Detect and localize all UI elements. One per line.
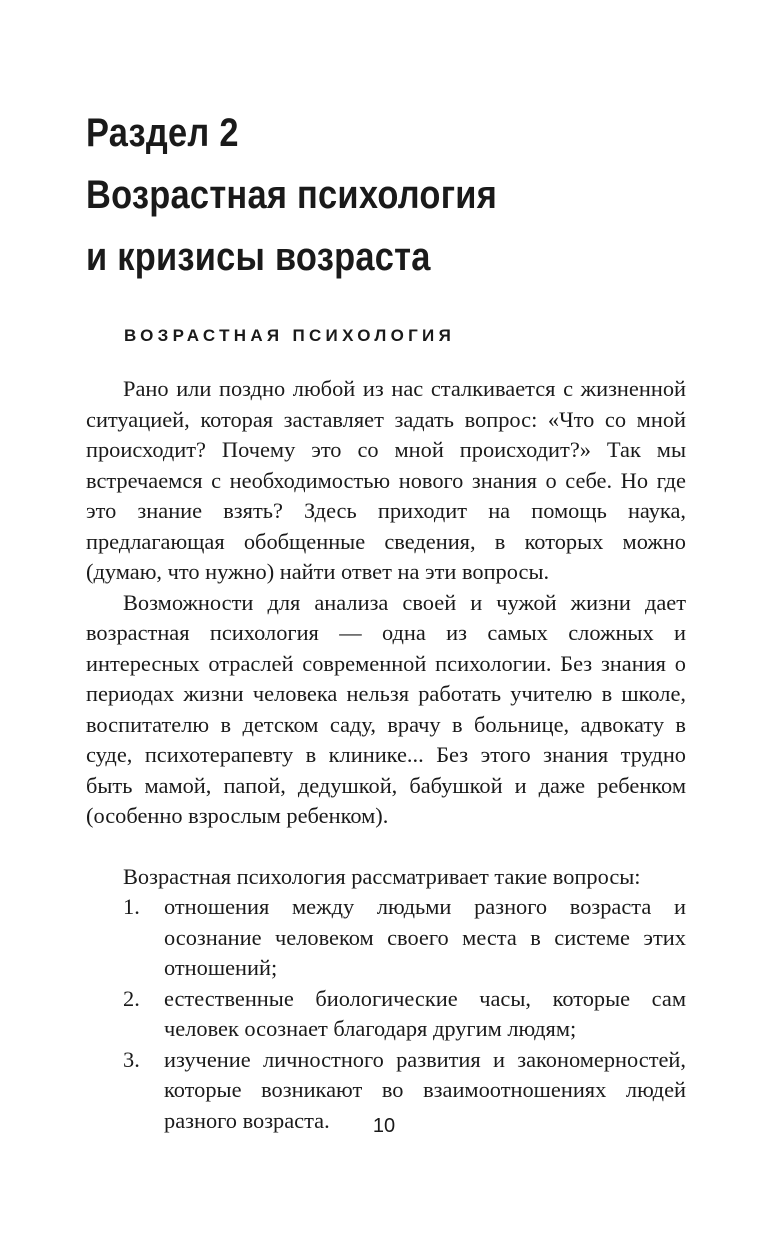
list-item-number: 2. xyxy=(123,985,140,1011)
list-item-number: 3. xyxy=(123,1046,140,1072)
paragraph-1: Рано или поздно любой из нас сталкивается с жизненной ситуацией, которая заставляет задать вопрос: «Что со мной происходит? Почему это со мной происходит?» Так мы встречаемся с необходимостью нового знания о себе. Но где это знание взять? Здесь приходит на помощь наука, предлагающая обобщенные сведения, в которых можно (думаю, что нужно) найти ответ на эти вопросы. xyxy=(86,376,686,584)
chapter-title-line-2: Возрастная психология xyxy=(86,173,498,217)
list-item xyxy=(86,892,686,984)
list-item-text: изучение личностного развития и закономерностей, которые возникают во взаимоотношениях людей разного возраста. xyxy=(164,1046,686,1133)
chapter-title xyxy=(86,102,619,288)
body-text xyxy=(86,374,686,1136)
list-item-text: отношения между людьми разного возраста и осознание человеком своего места в системе этих отношений; xyxy=(164,894,686,980)
paragraph-2: Возможности для анализа своей и чужой жизни дает возрастная психология — одна из самых сложных и интересных отраслей современной психологии. Без знания о периодах жизни человека нельзя работать учителю в школе, воспитателю в детском саду, врачу в больнице, адвокату в суде, психотерапевту в клинике... Без этого знания трудно быть мамой, папой, дедушкой, бабушкой и даже ребенком (особенно взрослым ребенком). xyxy=(86,589,686,828)
list-item xyxy=(86,984,686,1045)
list-intro: Возрастная психология рассматривает такие вопросы: xyxy=(123,863,641,889)
chapter-title-line-1: Раздел 2 xyxy=(86,111,239,155)
list-item-number: 1. xyxy=(123,894,140,919)
list-item-text: естественные биологические часы, которые сам человек осознает благодаря другим людям; xyxy=(164,985,686,1041)
page-number: 10 xyxy=(372,1115,396,1137)
section-heading: ВОЗРАСТНАЯ ПСИХОЛОГИЯ xyxy=(124,326,456,345)
chapter-title-line-3: и кризисы возраста xyxy=(86,235,431,279)
questions-list xyxy=(86,892,686,1136)
